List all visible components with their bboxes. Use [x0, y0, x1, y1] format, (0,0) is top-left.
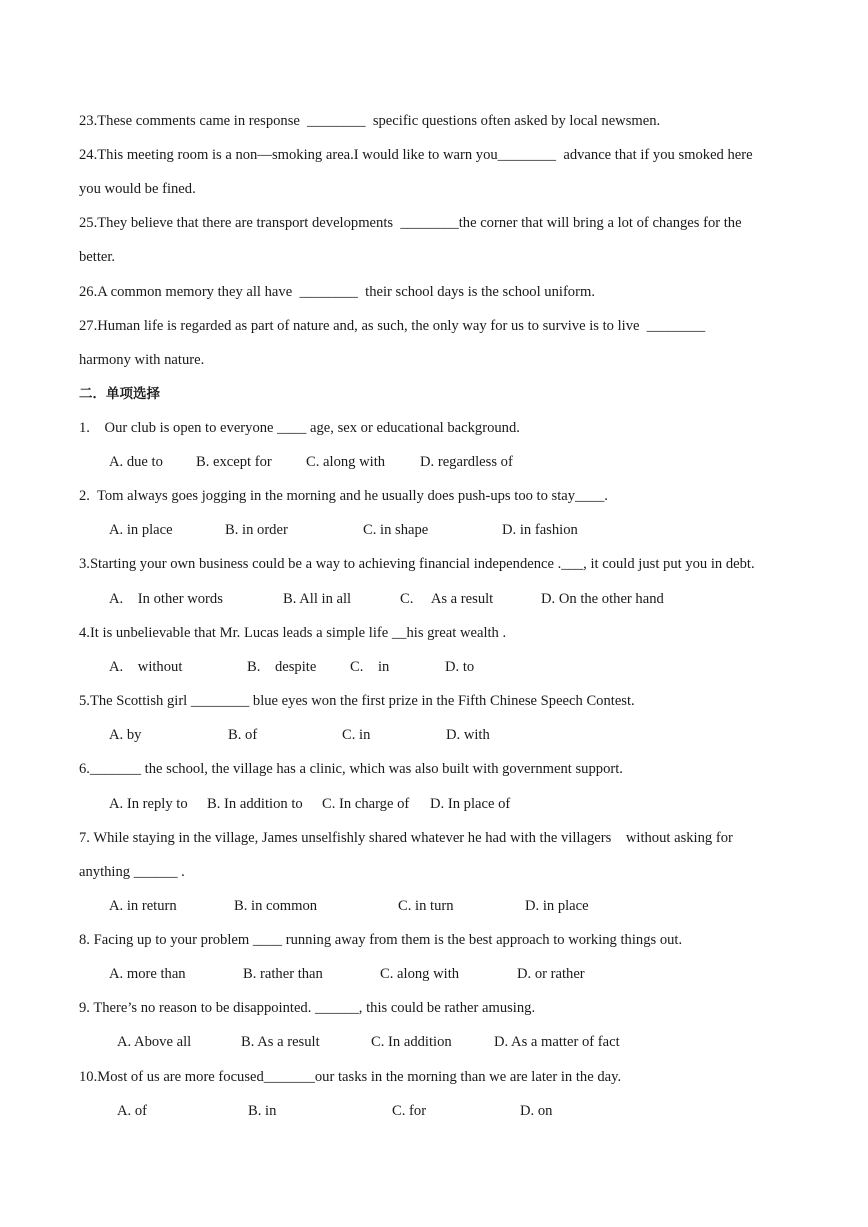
- mcq-9-option-d: D. As a matter of fact: [494, 1034, 620, 1050]
- question-24: 24.This meeting room is a non—smoking area.I would like to warn you________ advance that if you smoked here: [79, 147, 753, 163]
- mcq-1-option-c: C. along with: [306, 454, 386, 470]
- mcq-8-option-a: A. more than: [109, 966, 186, 982]
- mcq-3-option-b: B. All in all: [283, 591, 352, 607]
- mcq-4-option-d: D. to: [445, 659, 475, 675]
- mcq-4-option-b: B. despite: [247, 659, 317, 675]
- mcq-3-option-a: A. In other words: [109, 591, 223, 607]
- mcq-1-option-b: B. except for: [196, 454, 272, 470]
- mcq-10-option-b: B. in: [248, 1103, 277, 1119]
- mcq-7-option-c: C. in turn: [398, 898, 454, 914]
- mcq-1-option-d: D. regardless of: [420, 454, 513, 470]
- mcq-6-stem: 6._______ the school, the village has a clinic, which was also built with government support.: [79, 761, 623, 777]
- mcq-7-stem-continued: anything ______ .: [79, 864, 185, 880]
- question-26: 26.A common memory they all have ________ their school days is the school uniform.: [79, 284, 595, 300]
- question-25-continued: better.: [79, 249, 116, 265]
- mcq-5-stem: 5.The Scottish girl ________ blue eyes won the first prize in the Fifth Chinese Speech Contest.: [79, 693, 635, 709]
- mcq-2-option-b: B. in order: [225, 522, 288, 538]
- mcq-6-option-c: C. In charge of: [322, 796, 410, 812]
- mcq-4-option-a: A. without: [109, 659, 183, 675]
- mcq-9-option-a: A. Above all: [117, 1034, 192, 1050]
- question-23: 23.These comments came in response ________ specific questions often asked by local newsmen.: [79, 113, 661, 129]
- mcq-7-stem: 7. While staying in the village, James unselfishly shared whatever he had with the villagers without asking for: [79, 830, 733, 846]
- mcq-1-stem: 1. Our club is open to everyone ____ age, sex or educational background.: [79, 420, 520, 436]
- mcq-4-stem: 4.It is unbelievable that Mr. Lucas leads a simple life __his great wealth .: [79, 625, 507, 641]
- mcq-8-option-c: C. along with: [380, 966, 460, 982]
- mcq-6-option-a: A. In reply to: [109, 796, 188, 812]
- mcq-2-option-d: D. in fashion: [502, 522, 578, 538]
- mcq-6-option-d: D. In place of: [430, 796, 511, 812]
- question-27-continued: harmony with nature.: [79, 352, 205, 368]
- mcq-7-option-d: D. in place: [525, 898, 589, 914]
- mcq-7-option-b: B. in common: [234, 898, 318, 914]
- mcq-10-option-a: A. of: [117, 1103, 147, 1119]
- mcq-10-option-c: C. for: [392, 1103, 427, 1119]
- question-24-continued: you would be fined.: [79, 181, 196, 197]
- mcq-5-option-a: A. by: [109, 727, 142, 743]
- mcq-7-option-a: A. in return: [109, 898, 177, 914]
- mcq-2-option-c: C. in shape: [363, 522, 429, 538]
- mcq-4-option-c: C. in: [350, 659, 390, 675]
- mcq-10-option-d: D. on: [520, 1103, 553, 1119]
- mcq-10-stem: 10.Most of us are more focused_______our tasks in the morning than we are later in the day.: [79, 1069, 622, 1085]
- mcq-6-option-b: B. In addition to: [207, 796, 303, 812]
- mcq-3-stem: 3.Starting your own business could be a way to achieving financial independence .___, it could just put you in debt.: [79, 556, 755, 572]
- mcq-5-option-c: C. in: [342, 727, 371, 743]
- mcq-3-option-c: C. As a result: [400, 591, 494, 607]
- question-27: 27.Human life is regarded as part of nature and, as such, the only way for us to survive is to live ________: [79, 318, 706, 334]
- mcq-8-option-d: D. or rather: [517, 966, 585, 982]
- mcq-9-stem: 9. There’s no reason to be disappointed. ______, this could be rather amusing.: [79, 1000, 536, 1016]
- mcq-9-option-c: C. In addition: [371, 1034, 452, 1050]
- mcq-1-option-a: A. due to: [109, 454, 163, 470]
- section-heading: 二．单项选择: [79, 386, 160, 402]
- mcq-3-option-d: D. On the other hand: [541, 591, 664, 607]
- mcq-9-option-b: B. As a result: [241, 1034, 320, 1050]
- mcq-2-option-a: A. in place: [109, 522, 173, 538]
- mcq-8-stem: 8. Facing up to your problem ____ running away from them is the best approach to working things out.: [79, 932, 683, 948]
- mcq-2-stem: 2. Tom always goes jogging in the morning and he usually does push-ups too to stay____.: [79, 488, 608, 504]
- mcq-5-option-d: D. with: [446, 727, 490, 743]
- mcq-5-option-b: B. of: [228, 727, 258, 743]
- question-25: 25.They believe that there are transport developments ________the corner that will bring a lot of changes for the: [79, 215, 742, 231]
- mcq-8-option-b: B. rather than: [243, 966, 323, 982]
